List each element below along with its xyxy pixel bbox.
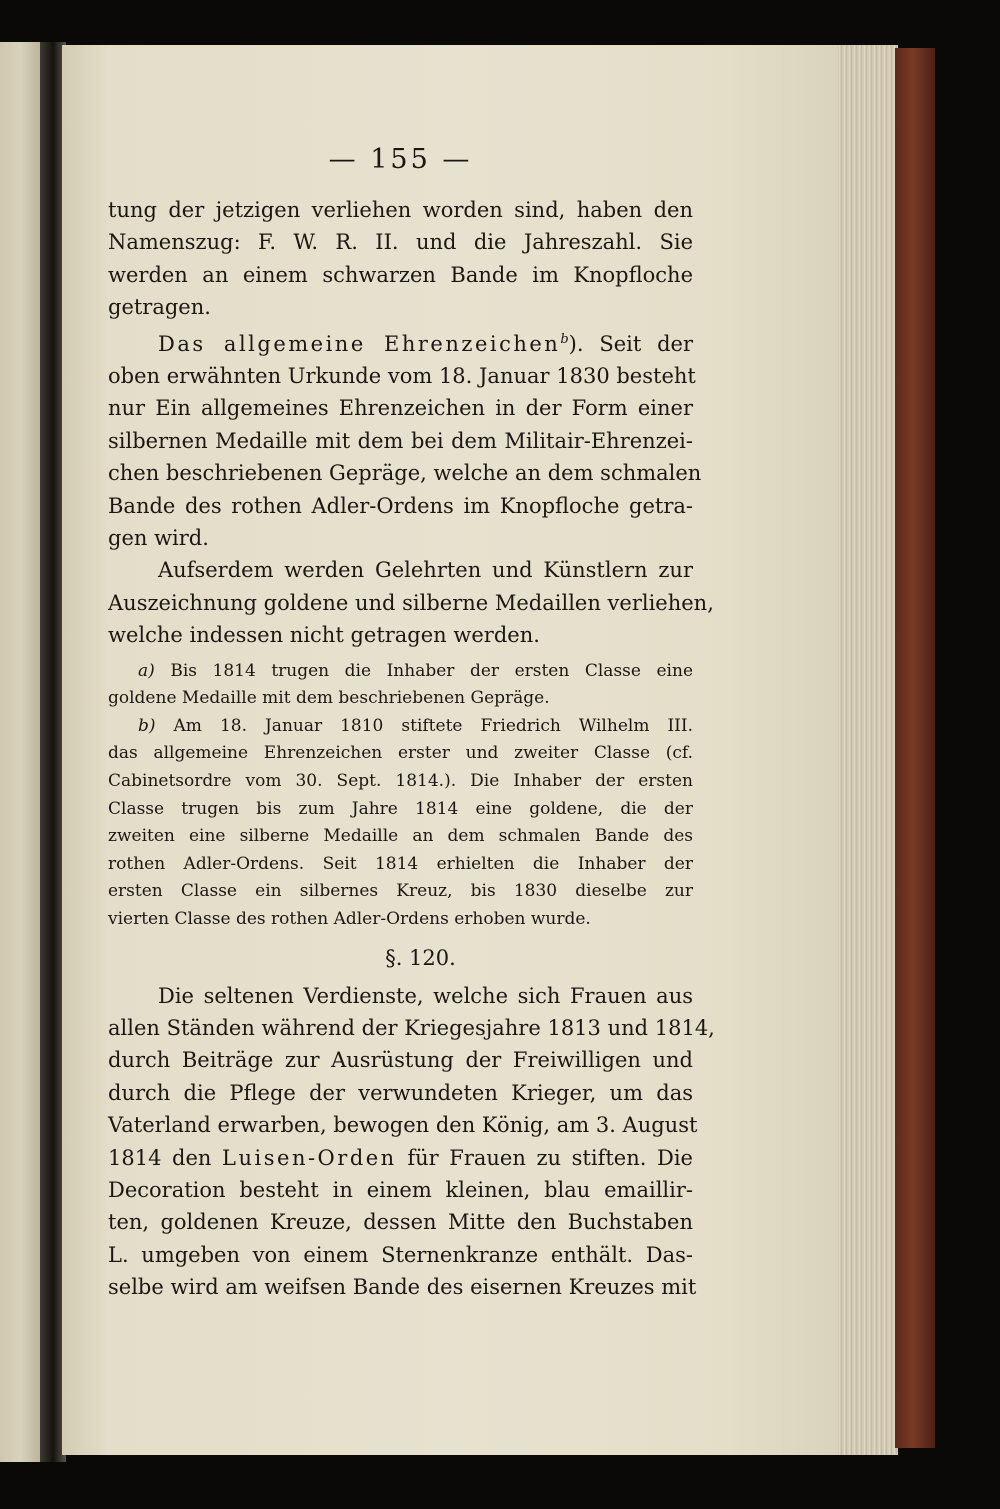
footnote-line xyxy=(108,713,693,741)
text-line xyxy=(108,1142,693,1174)
text-line: Auszeichnung goldene und silberne Medaillen verliehen, xyxy=(108,590,714,615)
page-edges xyxy=(838,45,898,1455)
text-line: oben erwähnten Urkunde vom 18. Januar 1830 besteht xyxy=(108,364,696,389)
text-fragment: 1814 den xyxy=(108,1145,223,1170)
text-line: L. umgeben von einem Sternenkranze enthält. Das- xyxy=(108,1242,693,1267)
footnote-line xyxy=(108,658,693,686)
text-line: werden an einem schwarzen Bande im Knopfloche xyxy=(108,262,693,287)
footnote-ref: b xyxy=(560,331,569,347)
section-heading: §. 120. xyxy=(385,945,456,970)
text-fragment: Am 18. Januar 1810 stiftete Friedrich Wilhelm III. xyxy=(173,715,693,736)
text-line: ten, goldenen Kreuze, dessen Mitte den Buchstaben xyxy=(108,1210,693,1235)
book-cover-edge xyxy=(895,48,935,1448)
footnote-a xyxy=(108,658,693,713)
text-line: silbernen Medaille mit dem bei dem Militair-Ehrenzei- xyxy=(108,428,693,453)
text-fragment: für Frauen zu stiften. Die xyxy=(396,1145,693,1170)
section-paragraph xyxy=(108,980,715,1304)
page-text xyxy=(108,140,715,1304)
text-line: Namenszug: F. W. R. II. und die Jahreszahl. Sie xyxy=(108,230,693,255)
text-line: durch Beiträge zur Ausrüstung der Freiwilligen und xyxy=(108,1048,693,1073)
footnote-line: Cabinetsordre vom 30. Sept. 1814.). Die Inhaber der ersten xyxy=(108,771,693,792)
text-line xyxy=(108,324,693,360)
text-line: durch die Pflege der verwundeten Krieger, um das xyxy=(108,1080,693,1105)
text-line: selbe wird am weifsen Bande des eisernen Kreuzes mit xyxy=(108,1275,697,1300)
text-line: nur Ein allgemeines Ehrenzeichen in der Form einer xyxy=(108,396,693,421)
text-line: getragen. xyxy=(108,295,211,320)
footnote-line: rothen Adler-Ordens. Seit 1814 erhielten die Inhaber der xyxy=(108,853,693,874)
footnote-line: goldene Medaille mit dem beschriebenen Gepräge. xyxy=(108,688,550,709)
spaced-term: Luisen-Orden xyxy=(222,1145,397,1170)
footnote-mark: b) xyxy=(138,715,156,736)
footnote-b xyxy=(108,713,693,934)
page-number: — 155 — xyxy=(328,144,473,175)
text-line: Bande des rothen Adler-Ordens im Knopfloche getra- xyxy=(108,493,693,518)
footnote-line: das allgemeine Ehrenzeichen erster und zweiter Classe (cf. xyxy=(108,743,693,764)
paragraph-3 xyxy=(108,554,714,651)
footnote-line: vierten Classe des rothen Adler-Ordens erhoben wurde. xyxy=(108,909,591,930)
text-fragment: ). Seit der xyxy=(568,331,693,356)
text-line: Vaterland erwarben, bewogen den König, am 3. August xyxy=(108,1113,698,1138)
text-line: gen wird. xyxy=(108,526,209,551)
paragraph-2 xyxy=(108,324,702,555)
footnote-mark: a) xyxy=(138,660,155,681)
text-line: Decoration besteht in einem kleinen, blau emaillir- xyxy=(108,1178,693,1203)
text-fragment: Bis 1814 trugen die Inhaber der ersten Classe eine xyxy=(170,660,693,681)
text-line: welche indessen nicht getragen werden. xyxy=(108,623,540,648)
text-line: Die seltenen Verdienste, welche sich Frauen aus xyxy=(158,983,693,1008)
paragraph-1 xyxy=(108,194,693,324)
text-line: Aufserdem werden Gelehrten und Künstlern zur xyxy=(158,558,693,583)
footnote-line: zweiten eine silberne Medaille an dem schmalen Bande des xyxy=(108,826,693,847)
footnote-line: Classe trugen bis zum Jahre 1814 eine goldene, die der xyxy=(108,798,693,819)
text-line: chen beschriebenen Gepräge, welche an dem schmalen xyxy=(108,461,702,486)
text-line: allen Ständen während der Kriegesjahre 1813 und 1814, xyxy=(108,1016,715,1041)
spaced-term: Das allgemeine Ehrenzeichen xyxy=(158,331,561,356)
footnote-line: ersten Classe ein silbernes Kreuz, bis 1830 dieselbe zur xyxy=(108,881,693,902)
text-line: tung der jetzigen verliehen worden sind, haben den xyxy=(108,198,693,222)
